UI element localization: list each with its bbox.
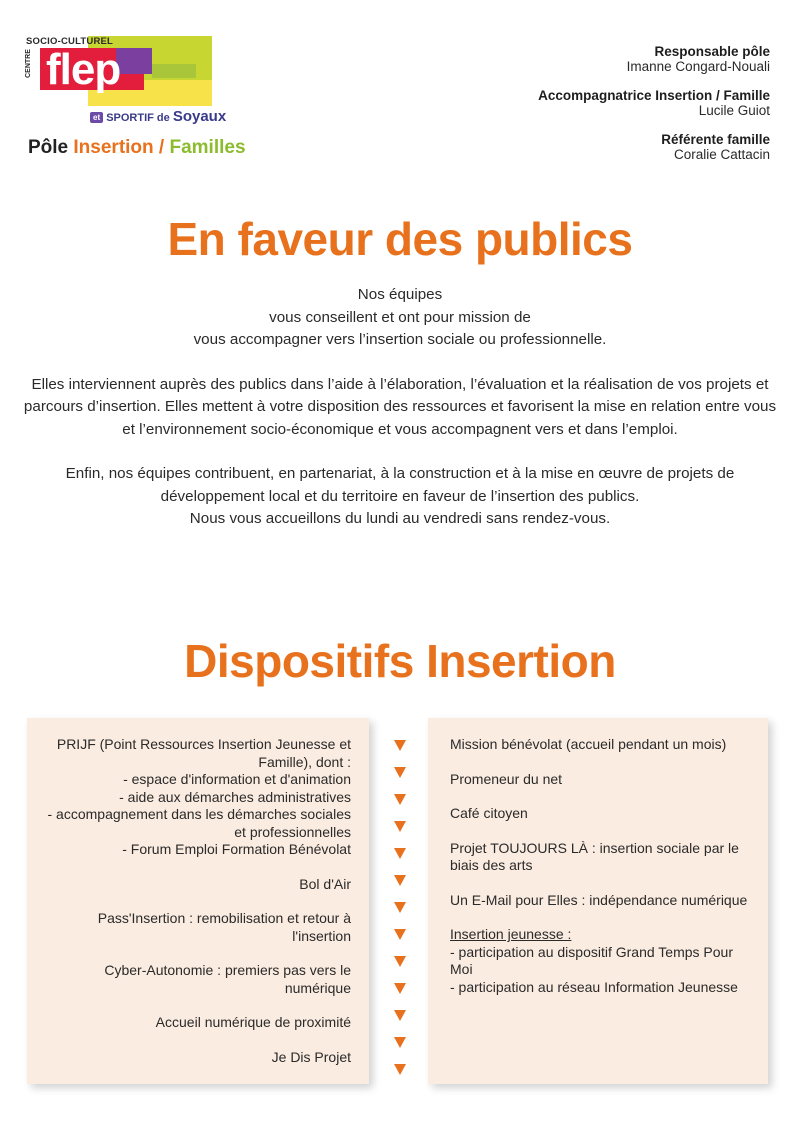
dispositif-item: Projet TOUJOURS LÀ : insertion sociale par le biais des arts (450, 839, 739, 873)
staff-name: Lucile Guiot (698, 103, 770, 118)
down-arrow-icon (394, 1037, 406, 1048)
logo-et: et (90, 112, 103, 123)
down-arrow-icon (394, 1010, 406, 1021)
dispositif-item: Accueil numérique de proximité (155, 1014, 351, 1030)
flep-logo (22, 36, 262, 126)
intro-text (20, 284, 780, 553)
arrow-column (390, 740, 410, 1091)
down-arrow-icon (394, 902, 406, 913)
dispositif-item: Cyber-Autonomie : premiers pas vers le numérique (104, 962, 351, 996)
down-arrow-icon (394, 875, 406, 886)
intro-paragraph-1 (20, 284, 780, 352)
prijf-item (37, 736, 351, 859)
intro-line: Enfin, nos équipes contribuent, en partenariat, à la construction et à la mise en œuvre de projets de développement local et du territoire en faveur de l’insertion des publics. (65, 465, 735, 505)
intro-line: vous accompagner vers l’insertion sociale ou professionnelle. (193, 331, 607, 348)
logo-town: Soyaux (172, 108, 227, 125)
staff-role: Responsable pôle (654, 44, 770, 59)
logo-lightgreen-block (152, 64, 196, 78)
dispositif-item: Café citoyen (450, 805, 528, 821)
prijf-sub: - espace d'information et d'animation (123, 771, 351, 787)
down-arrow-icon (394, 848, 406, 859)
dispositif-item: Mission bénévolat (accueil pendant un mois) (450, 736, 727, 752)
jeunesse-sub: - participation au réseau Information Jeunesse (450, 978, 738, 995)
down-arrow-icon (394, 983, 406, 994)
logo-top-text: SOCIO-CULTUREL (26, 36, 114, 47)
down-arrow-icon (394, 821, 406, 832)
dispositif-item: Je Dis Projet (271, 1048, 351, 1065)
staff-contacts (538, 44, 770, 176)
down-arrow-icon (394, 956, 406, 967)
section-title-publics: En faveur des publics (167, 213, 633, 265)
jeunesse-head: Insertion jeunesse : (450, 926, 572, 942)
dispositifs-right-panel (428, 718, 768, 1084)
staff-name: Imanne Congard-Nouali (626, 59, 770, 74)
down-arrow-icon (394, 929, 406, 940)
down-arrow-icon (394, 767, 406, 778)
jeunesse-item (450, 926, 756, 996)
logo-purple-block (116, 48, 152, 74)
jeunesse-sub: - participation au dispositif Grand Temps Pour Moi (450, 943, 733, 977)
prijf-sub: - aide aux démarches administratives (119, 788, 351, 805)
prijf-head: PRIJF (Point Ressources Insertion Jeunesse et Famille), dont : (56, 736, 351, 770)
pole-familles: Familles (169, 137, 246, 158)
staff-name: Coralie Cattacin (673, 147, 770, 162)
logo-bottom-line (90, 108, 226, 125)
intro-paragraph-2: Elles interviennent auprès des publics dans l’aide à l’élaboration, l’évaluation et la réalisation de vos projets et parcours d’insertion. Elles mettent à votre disposition des ressources et favorisent la mise en relation entre vous et l’environnement socio-économique et vous accompagnent vers et dans l’emploi. (23, 375, 777, 438)
logo-brand: flep (46, 45, 121, 94)
down-arrow-icon (394, 794, 406, 805)
intro-paragraph-3 (20, 463, 780, 531)
pole-word: Pôle (28, 137, 69, 158)
logo-sportif: SPORTIF de (106, 112, 170, 124)
logo-side-text: CENTRE (24, 49, 32, 78)
intro-line: Nos équipes (357, 286, 443, 303)
dispositif-item: Pass'Insertion : remobilisation et retour à l'insertion (97, 910, 351, 944)
staff-role: Référente famille (661, 132, 770, 147)
dispositifs-left-panel (27, 718, 369, 1084)
down-arrow-icon (394, 1064, 406, 1075)
pole-slash: / (158, 137, 165, 158)
pole-insertion: Insertion (73, 137, 154, 158)
prijf-sub: - Forum Emploi Formation Bénévolat (122, 841, 351, 857)
dispositif-item: Un E-Mail pour Elles : indépendance numérique (450, 891, 748, 908)
prijf-sub: - accompagnement dans les démarches sociales et professionnelles (47, 806, 351, 840)
section-title-dispositifs: Dispositifs Insertion (184, 635, 616, 687)
dispositif-item: Promeneur du net (450, 770, 563, 787)
intro-line: Nous vous accueillons du lundi au vendredi sans rendez-vous. (189, 510, 611, 527)
dispositif-item: Bol d'Air (299, 875, 351, 892)
intro-line: vous conseillent et ont pour mission de (269, 308, 531, 326)
down-arrow-icon (394, 740, 406, 751)
pole-heading (28, 137, 246, 159)
staff-role: Accompagnatrice Insertion / Famille (538, 88, 770, 103)
